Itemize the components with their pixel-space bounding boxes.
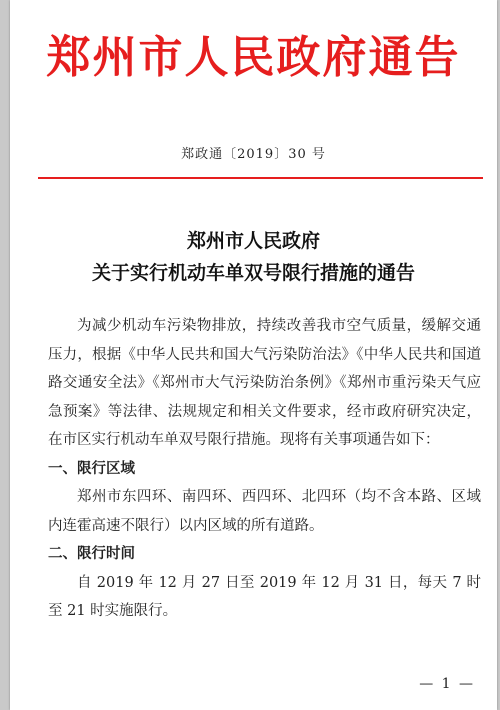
section-heading-restricted-area: 一、限行区域	[48, 460, 135, 477]
restricted-area-paragraph: 郑州市东四环、南四环、西四环、北四环（均不含本路、区域内连霍高速不限行）以内区域的所有道路。	[48, 489, 481, 534]
section-heading-restricted-time: 二、限行时间	[48, 546, 135, 562]
document-page	[10, 0, 497, 710]
notice-title	[10, 225, 497, 289]
notice-title-issuer: 郑州市人民政府	[186, 230, 320, 252]
notice-body	[48, 312, 481, 626]
document-number: 郑政通〔2019〕30 号	[181, 147, 326, 162]
restricted-time-paragraph: 自 2019 年 12 月 27 日至 2019 年 12 月 31 日，每天 7 时至 21 时实施限行。	[48, 574, 481, 619]
red-header-title: 郑州市人民政府通告	[46, 32, 461, 83]
notice-title-subject: 关于实行机动车单双号限行措施的通告	[91, 262, 415, 284]
red-divider-line	[38, 177, 483, 179]
page-number: — 1 —	[419, 676, 475, 692]
intro-paragraph: 为减少机动车污染物排放，持续改善我市空气质量，缓解交通压力，根据《中华人民共和国大气污染防治法》《中华人民共和国道路交通安全法》《郑州市大气污染防治条例》《郑州市重污染天气应急预案》等法律、法规规定和相关文件要求，经市政府研究决定，在市区实行机动车单双号限行措施。现将有关事项通告如下：	[48, 318, 481, 448]
